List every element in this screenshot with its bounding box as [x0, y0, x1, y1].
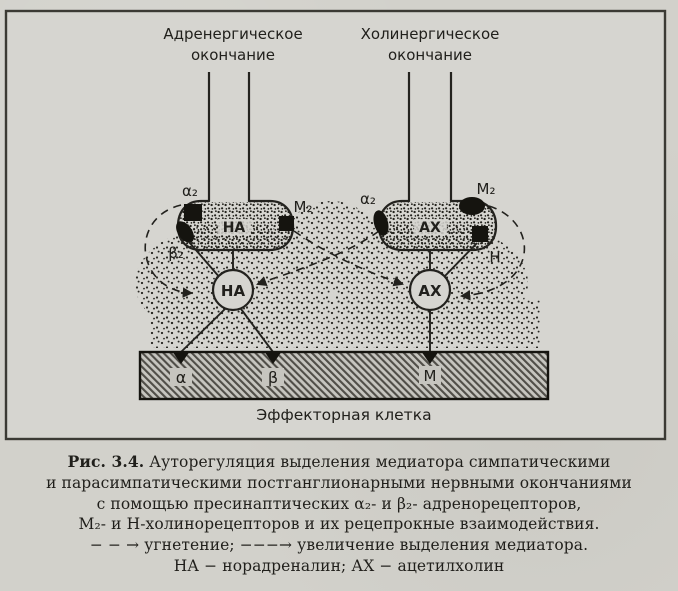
adrenergic-ending-label-line1: Адренергическое — [163, 25, 303, 43]
cholinergic-terminal-mediator-text: АХ — [419, 220, 441, 236]
acetylcholine-circle-text: АХ — [418, 282, 442, 300]
caption-line-2: и парасимпатическими постганглионарными нервными окончаниями — [46, 473, 632, 492]
beta2-label-adrenergic: β₂ — [168, 244, 184, 262]
h-label-cholinergic: Н — [489, 248, 501, 266]
alpha2-label-cholinergic: α₂ — [360, 190, 376, 208]
effector-cell — [140, 352, 548, 399]
caption-line-5-legend: − − → угнетение; −−−→ увеличение выделения медиатора. — [89, 536, 589, 555]
figure-number: Рис. 3.4. — [67, 452, 145, 471]
adrenergic-terminal-mediator-text: НА — [222, 220, 246, 236]
m2-receptor-adrenergic — [279, 216, 294, 231]
beta-receptor-label: β — [267, 368, 279, 387]
caption-line-4: М₂- и Н-холинорецепторов и их рецепрокные взаимодействия. — [78, 515, 600, 534]
caption-line-6-abbreviations: НА − норадреналин; АХ − ацетилхолин — [173, 556, 505, 575]
m2-label-adrenergic: М₂ — [293, 198, 313, 216]
mediator-dot-clouds — [135, 201, 540, 348]
m2-receptor-cholinergic — [459, 197, 485, 215]
cholinergic-ending-label-line2: окончание — [387, 46, 473, 64]
caption-line-3: с помощью пресинаптических α₂- и β₂- адренорецепторов, — [96, 494, 582, 513]
h-receptor-cholinergic — [472, 226, 488, 242]
m2-label-cholinergic: М₂ — [476, 180, 496, 198]
alpha2-label-adrenergic: α₂ — [182, 182, 198, 200]
caption-line-1-text: Ауторегуляция выделения медиатора симпатическими — [149, 453, 611, 471]
figure-caption — [0, 452, 678, 577]
adrenergic-ending-label-line2: окончание — [190, 46, 276, 64]
alpha2-receptor-adrenergic — [184, 204, 202, 221]
m-receptor-label: М — [423, 367, 437, 385]
alpha-receptor-label: α — [175, 368, 187, 387]
effector-cell-label: Эффекторная клетка — [256, 406, 432, 424]
cholinergic-ending-label-line1: Холинергическое — [360, 25, 500, 43]
noradrenaline-circle-text: НА — [220, 282, 246, 300]
caption-line-1 — [0, 452, 678, 473]
